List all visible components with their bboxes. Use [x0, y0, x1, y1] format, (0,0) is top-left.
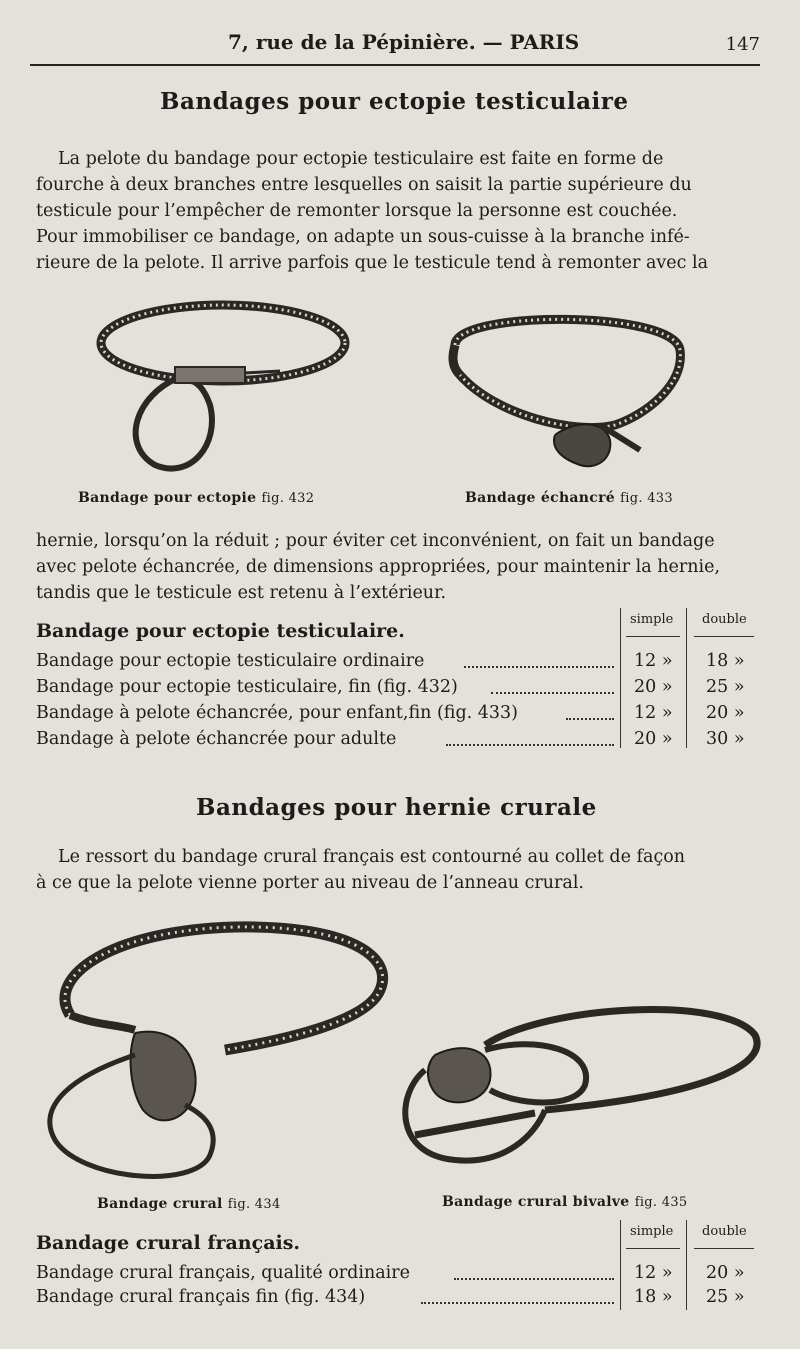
column-header-simple: simple [630, 612, 674, 627]
table-row [36, 1260, 760, 1286]
text-line: testicule pour l’empêcher de remonter lorsque la personne est couchée. [36, 201, 678, 221]
text-line: Le ressort du bandage crural français est contourné au collet de façon [58, 847, 686, 867]
caption-fig-433 [465, 490, 673, 506]
caption-text: Bandage échancré [465, 490, 615, 506]
row-label: Bandage à pelote échancrée, pour enfant,fin (fig. 433) [36, 703, 519, 723]
caption-fig-number: fig. 433 [620, 491, 673, 506]
leader-dots [566, 700, 614, 720]
text-line: hernie, lorsqu’on la réduit ; pour éviter cet inconvénient, on fait un bandage [36, 531, 715, 551]
leader-dots [446, 726, 614, 746]
price-double: 25 » [706, 1287, 745, 1307]
row-label: Bandage crural français fin (fig. 434) [36, 1287, 366, 1307]
row-label: Bandage à pelote échancrée pour adulte [36, 729, 397, 749]
column-header-simple: simple [630, 1224, 674, 1239]
price-double: 25 » [706, 677, 745, 697]
table-title: Bandage crural français. [36, 1232, 301, 1254]
price-double: 20 » [706, 703, 745, 723]
table-row [36, 726, 760, 752]
text-line: à ce que la pelote vienne porter au niveau de l’anneau crural. [36, 873, 584, 893]
figure-432-illustration [95, 295, 355, 475]
table-row [36, 700, 760, 726]
text-line: rieure de la pelote. Il arrive parfois que le testicule tend à remonter avec la [36, 253, 709, 273]
price-table-ectopie [36, 608, 760, 754]
row-label: Bandage pour ectopie testiculaire, fin (fig. 432) [36, 677, 458, 697]
price-double: 30 » [706, 729, 745, 749]
header-rule-double [694, 636, 754, 637]
price-simple: 12 » [634, 651, 673, 671]
text-line: fourche à deux branches entre lesquelles on saisit la partie supérieure du [36, 175, 692, 195]
caption-fig-435 [442, 1194, 687, 1210]
page-number: 147 [725, 34, 760, 55]
column-header-double: double [702, 612, 747, 627]
table-row [36, 674, 760, 700]
table-row [36, 648, 760, 674]
text-line: Pour immobiliser ce bandage, on adapte un sous-cuisse à la branche infé- [36, 227, 690, 247]
paragraph-ectopie-intro [36, 146, 760, 276]
caption-text: Bandage pour ectopie [78, 490, 257, 506]
row-label: Bandage pour ectopie testiculaire ordinaire [36, 651, 425, 671]
header-address: 7, rue de la Pépinière. — PARIS [228, 30, 580, 54]
price-double: 20 » [706, 1263, 745, 1283]
page-header [30, 30, 760, 66]
section-heading-ectopie: Bandages pour ectopie testiculaire [160, 88, 629, 115]
caption-text: Bandage crural [97, 1196, 223, 1212]
figure-435-illustration [395, 995, 765, 1175]
price-simple: 20 » [634, 729, 673, 749]
text-line: La pelote du bandage pour ectopie testiculaire est faite en forme de [58, 149, 664, 169]
leader-dots [454, 1260, 614, 1280]
row-label: Bandage crural français, qualité ordinaire [36, 1263, 410, 1283]
header-rule [30, 64, 760, 66]
caption-fig-number: fig. 435 [634, 1195, 688, 1210]
header-rule-simple [626, 636, 680, 637]
price-simple: 12 » [634, 703, 673, 723]
caption-fig-number: fig. 434 [227, 1197, 281, 1212]
price-simple: 20 » [634, 677, 673, 697]
price-simple: 12 » [634, 1263, 673, 1283]
price-table-crurale [36, 1220, 760, 1315]
price-simple: 18 » [634, 1287, 673, 1307]
caption-text: Bandage crural bivalve [442, 1194, 630, 1210]
leader-dots [491, 674, 614, 694]
table-row [36, 1284, 760, 1310]
price-double: 18 » [706, 651, 745, 671]
text-line: tandis que le testicule est retenu à l’extérieur. [36, 583, 447, 603]
caption-fig-432 [78, 490, 314, 506]
caption-fig-434 [97, 1196, 281, 1212]
leader-dots [464, 648, 614, 668]
leader-dots [421, 1284, 614, 1304]
column-header-double: double [702, 1224, 747, 1239]
figure-434-illustration [35, 915, 395, 1190]
text-line: avec pelote échancrée, de dimensions appropriées, pour maintenir la hernie, [36, 557, 721, 577]
header-rule-double [694, 1248, 754, 1249]
header-rule-simple [626, 1248, 680, 1249]
table-title: Bandage pour ectopie testiculaire. [36, 620, 405, 642]
caption-fig-number: fig. 432 [261, 491, 315, 506]
section-heading-crurale: Bandages pour hernie crurale [196, 794, 597, 821]
paragraph-crurale-intro [36, 844, 760, 896]
figure-433-illustration [435, 305, 695, 480]
paragraph-ectopie-continued [36, 528, 760, 606]
